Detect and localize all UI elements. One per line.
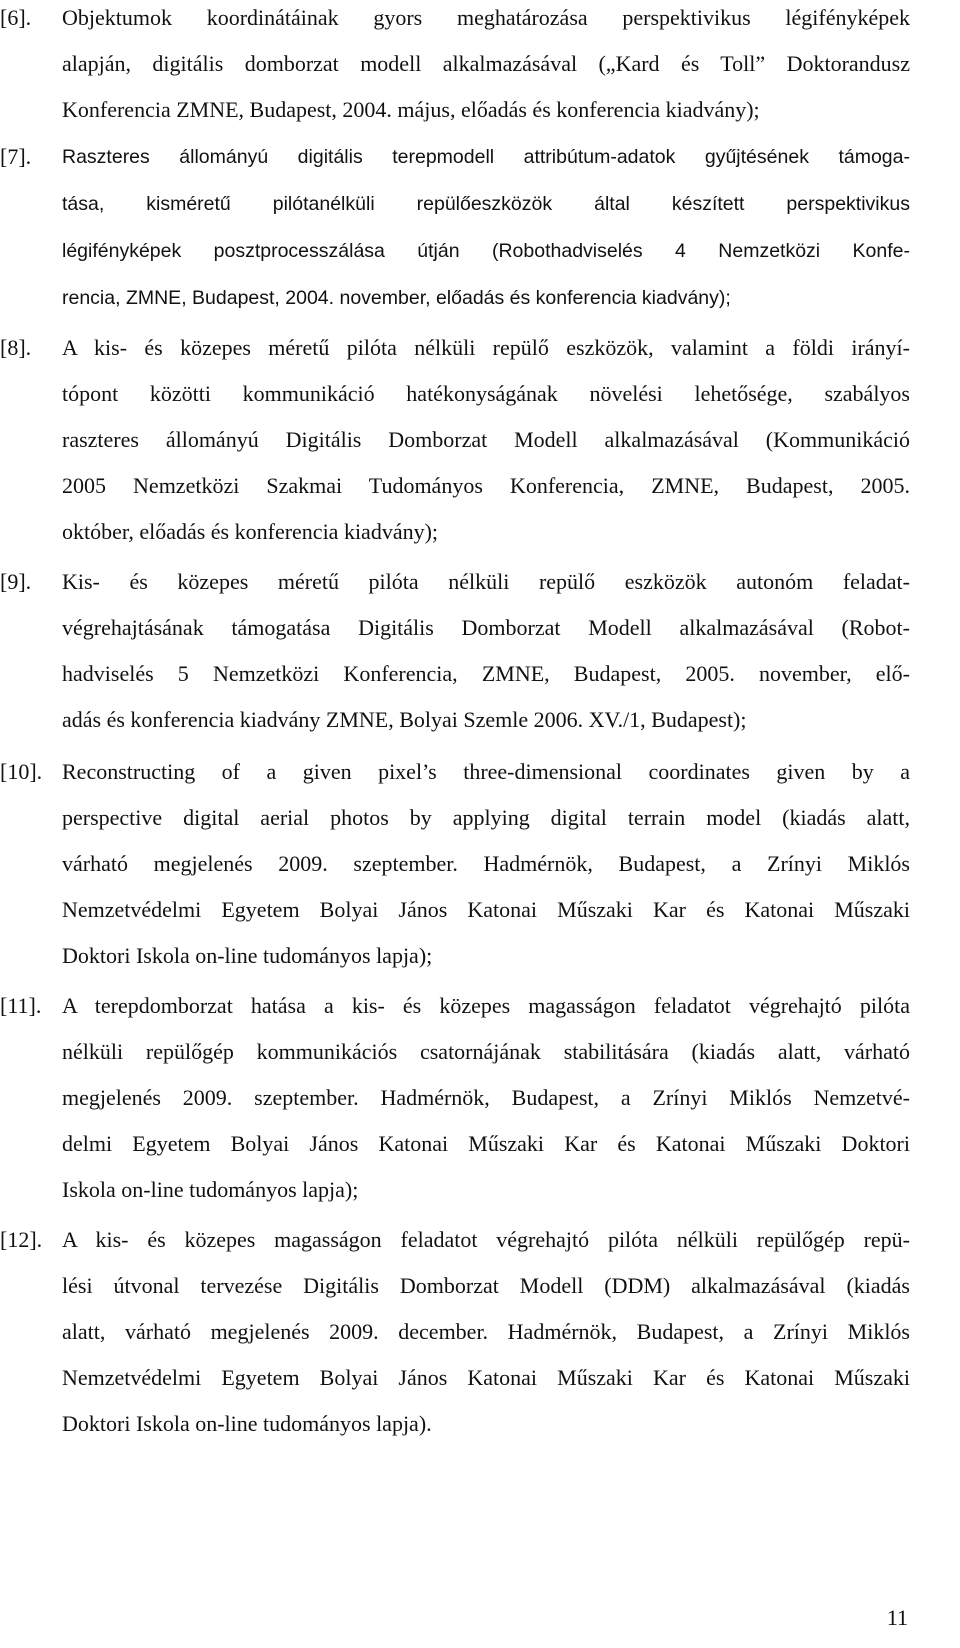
reference-line: nélküli repülőgép kommunikációs csatornájának stabilitására (kiadás alatt, várható [62,1039,910,1064]
reference-line: raszteres állományú Digitális Domborzat Modell alkalmazásával (Kommunikáció [62,427,910,452]
reference-number: [9]. [0,569,32,594]
reference-number: [12]. [0,1227,43,1252]
reference-line: delmi Egyetem Bolyai János Katonai Műszaki Kar és Katonai Műszaki Doktori [62,1131,910,1156]
reference-line: lési útvonal tervezése Digitális Domborzat Modell (DDM) alkalmazásával (kiadás [62,1273,910,1298]
reference-number: [10]. [0,759,43,784]
reference-line: A kis- és közepes magasságon feladatot végrehajtó pilóta nélküli repülőgép repü- [62,1227,910,1252]
reference-line: Nemzetvédelmi Egyetem Bolyai János Katonai Műszaki Kar és Katonai Műszaki [62,1365,910,1390]
reference-line: Doktori Iskola on-line tudományos lapja). [62,1411,432,1436]
reference-line: tópont közötti kommunikáció hatékonyságának növelési lehetősége, szabályos [62,381,910,406]
reference-line: Raszteres állományú digitális terepmodell attribútum-adatok gyűjtésének támoga- [62,146,910,168]
reference-line: A terepdomborzat hatása a kis- és közepes magasságon feladatot végrehajtó pilóta [62,993,910,1018]
reference-line: Objektumok koordinátáinak gyors meghatározása perspektivikus légifényképek [62,5,910,30]
reference-line: Reconstructing of a given pixel’s three-dimensional coordinates given by a [62,759,910,784]
reference-line: alapján, digitális domborzat modell alkalmazásával („Kard és Toll” Doktorandusz [62,51,910,76]
reference-line: október, előadás és konferencia kiadvány); [62,519,439,544]
reference-line: adás és konferencia kiadvány ZMNE, Bolyai Szemle 2006. XV./1, Budapest); [62,707,747,732]
reference-line: 2005 Nemzetközi Szakmai Tudományos Konferencia, ZMNE, Budapest, 2005. [62,473,910,498]
reference-number: [11]. [0,993,42,1018]
reference-line: Kis- és közepes méretű pilóta nélküli repülő eszközök autonóm feladat- [62,569,910,594]
reference-line: perspective digital aerial photos by applying digital terrain model (kiadás alatt, [62,805,910,830]
reference-line: tása, kisméretű pilótanélküli repülőeszközök által készített perspektivikus [62,193,910,215]
reference-line: Nemzetvédelmi Egyetem Bolyai János Katonai Műszaki Kar és Katonai Műszaki [62,897,910,922]
page-number: 11 [886,1605,908,1630]
reference-line: alatt, várható megjelenés 2009. december. Hadmérnök, Budapest, a Zrínyi Miklós [62,1319,910,1344]
reference-line: Iskola on-line tudományos lapja); [62,1177,359,1202]
reference-line: Konferencia ZMNE, Budapest, 2004. május, előadás és konferencia kiadvány); [62,97,760,122]
reference-number: [6]. [0,5,32,30]
reference-line: megjelenés 2009. szeptember. Hadmérnök, Budapest, a Zrínyi Miklós Nemzetvé- [62,1085,910,1110]
reference-number: [8]. [0,335,32,360]
reference-line: hadviselés 5 Nemzetközi Konferencia, ZMNE, Budapest, 2005. november, elő- [62,661,910,686]
reference-number: [7]. [0,144,32,169]
reference-line: A kis- és közepes méretű pilóta nélküli repülő eszközök, valamint a földi irányí- [62,335,910,360]
reference-line: rencia, ZMNE, Budapest, 2004. november, előadás és konferencia kiadvány); [62,287,731,309]
reference-line: várható megjelenés 2009. szeptember. Hadmérnök, Budapest, a Zrínyi Miklós [62,851,910,876]
reference-line: légifényképek posztprocesszálása útján (Robothadviselés 4 Nemzetközi Konfe- [62,240,910,262]
reference-line: végrehajtásának támogatása Digitális Domborzat Modell alkalmazásával (Robot- [62,615,910,640]
reference-line: Doktori Iskola on-line tudományos lapja); [62,943,433,968]
